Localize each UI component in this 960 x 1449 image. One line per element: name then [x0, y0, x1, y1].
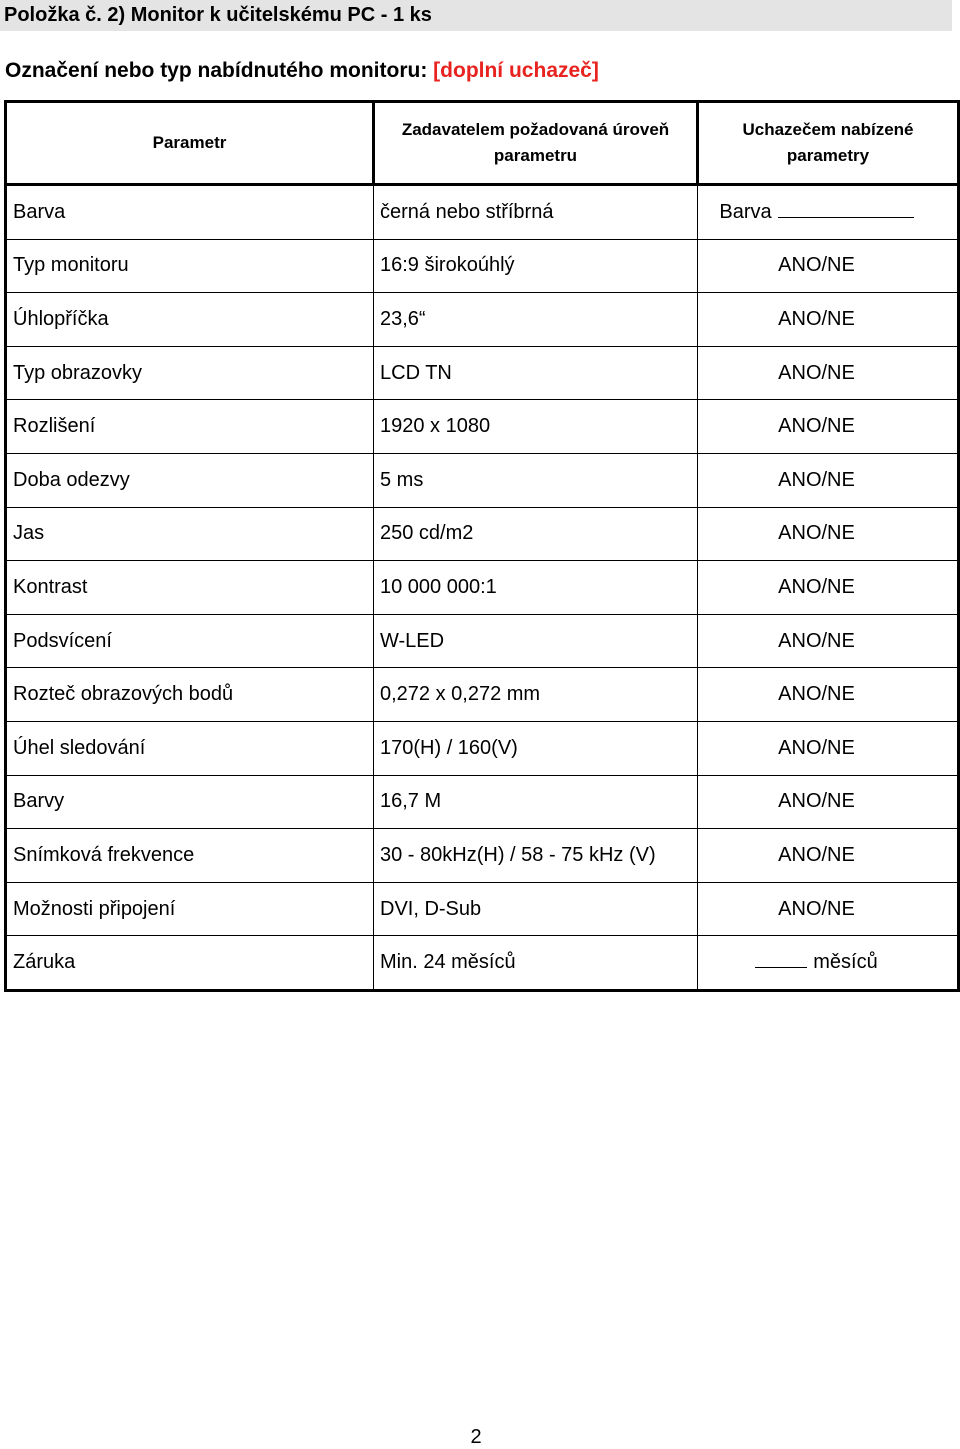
color-fill-blank[interactable]	[778, 217, 914, 218]
table-row	[6, 882, 959, 936]
required-value: 170(H) / 160(V)	[374, 721, 698, 775]
table-row	[6, 507, 959, 561]
param-name: Jas	[6, 507, 374, 561]
table-row-color	[6, 185, 959, 240]
offer-color-cell[interactable]	[698, 185, 959, 240]
table-row	[6, 775, 959, 829]
required-value: DVI, D-Sub	[374, 882, 698, 936]
param-name: Barva	[6, 185, 374, 240]
offer-yes-no[interactable]: ANO/NE	[698, 829, 959, 883]
offer-yes-no[interactable]: ANO/NE	[698, 507, 959, 561]
table-row	[6, 721, 959, 775]
item-title: Položka č. 2) Monitor k učitelskému PC - 1 ks	[0, 0, 952, 31]
required-value: 1920 x 1080	[374, 400, 698, 454]
required-value: 23,6“	[374, 293, 698, 347]
offer-yes-no[interactable]: ANO/NE	[698, 239, 959, 293]
warranty-fill-blank[interactable]	[755, 967, 807, 968]
required-value: 5 ms	[374, 453, 698, 507]
warranty-unit: měsíců	[813, 951, 878, 974]
required-value: 16,7 M	[374, 775, 698, 829]
required-value: Min. 24 měsíců	[374, 936, 698, 991]
offer-yes-no[interactable]: ANO/NE	[698, 882, 959, 936]
offer-yes-no[interactable]: ANO/NE	[698, 614, 959, 668]
offer-yes-no[interactable]: ANO/NE	[698, 293, 959, 347]
param-name: Rozteč obrazových bodů	[6, 668, 374, 722]
table-row	[6, 400, 959, 454]
table-row	[6, 453, 959, 507]
required-value: W-LED	[374, 614, 698, 668]
header-parameter: Parametr	[6, 102, 374, 185]
param-name: Snímková frekvence	[6, 829, 374, 883]
offer-color-label: Barva	[719, 200, 772, 223]
table-row	[6, 346, 959, 400]
required-value: LCD TN	[374, 346, 698, 400]
required-value: černá nebo stříbrná	[374, 185, 698, 240]
offer-yes-no[interactable]: ANO/NE	[698, 453, 959, 507]
designation-fill-placeholder[interactable]: [doplní uchazeč]	[433, 59, 599, 82]
param-name: Záruka	[6, 936, 374, 991]
page-number: 2	[470, 1426, 482, 1448]
table-row	[6, 829, 959, 883]
table-row	[6, 239, 959, 293]
offer-yes-no[interactable]: ANO/NE	[698, 400, 959, 454]
table-header-row	[6, 102, 959, 185]
offer-warranty-cell[interactable]	[698, 936, 959, 991]
designation-label: Označení nebo typ nabídnutého monitoru:	[5, 59, 428, 82]
param-name: Úhlopříčka	[6, 293, 374, 347]
param-name: Možnosti připojení	[6, 882, 374, 936]
table-row	[6, 561, 959, 615]
param-name: Typ obrazovky	[6, 346, 374, 400]
param-name: Rozlišení	[6, 400, 374, 454]
table-row	[6, 614, 959, 668]
param-name: Doba odezvy	[6, 453, 374, 507]
table-row	[6, 668, 959, 722]
param-name: Barvy	[6, 775, 374, 829]
header-required-level: Zadavatelem požadovaná úroveň parametru	[374, 102, 698, 185]
required-value: 30 - 80kHz(H) / 58 - 75 kHz (V)	[374, 829, 698, 883]
param-name: Typ monitoru	[6, 239, 374, 293]
offer-yes-no[interactable]: ANO/NE	[698, 346, 959, 400]
offer-yes-no[interactable]: ANO/NE	[698, 721, 959, 775]
param-name: Úhel sledování	[6, 721, 374, 775]
offer-yes-no[interactable]: ANO/NE	[698, 561, 959, 615]
table-row-warranty	[6, 936, 959, 991]
monitor-designation	[5, 58, 599, 84]
header-offered-parameters: Uchazečem nabízené parametry	[698, 102, 959, 185]
required-value: 0,272 x 0,272 mm	[374, 668, 698, 722]
required-value: 16:9 širokoúhlý	[374, 239, 698, 293]
param-name: Kontrast	[6, 561, 374, 615]
param-name: Podsvícení	[6, 614, 374, 668]
table-row	[6, 293, 959, 347]
offer-yes-no[interactable]: ANO/NE	[698, 775, 959, 829]
spec-table	[4, 100, 960, 992]
required-value: 250 cd/m2	[374, 507, 698, 561]
offer-yes-no[interactable]: ANO/NE	[698, 668, 959, 722]
required-value: 10 000 000:1	[374, 561, 698, 615]
